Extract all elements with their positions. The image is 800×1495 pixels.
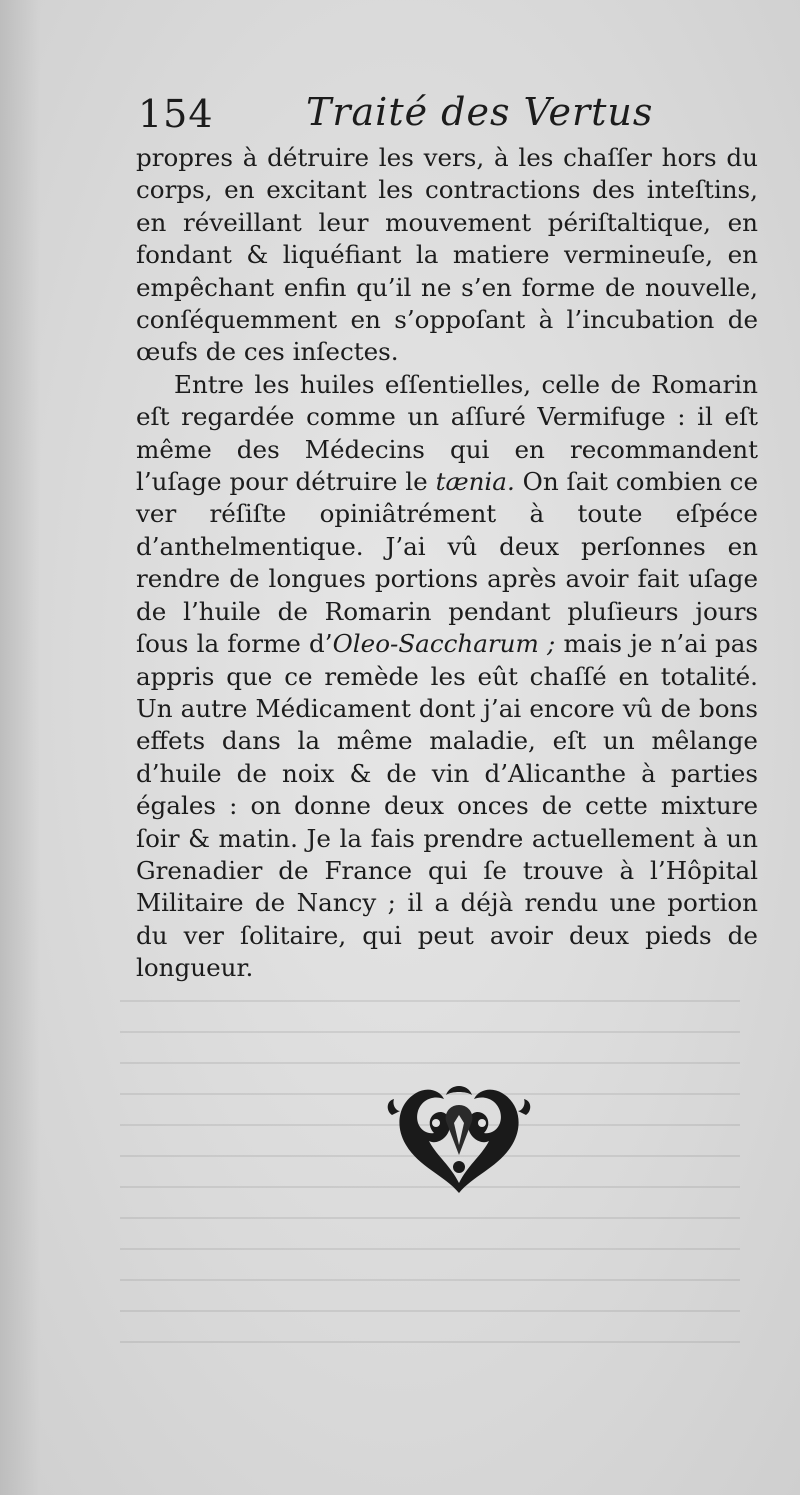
paragraph-2 [136,369,758,985]
paragraph-1: propres à détruire les vers, à les chaſſer hors du corps, en excitant les contractions des inteſtins, en réveillant leur mouvement périſtaltique, en fondant & liquéfiant la matiere vermineuſe, en empêchant enfin qu’il ne s’en forme de nouvelle, conſéquemment en s’oppoſant à l’incubation de œufs de ces inſectes. [136,143,758,367]
page-gutter-shadow [0,0,40,1495]
page-header [138,92,758,142]
paragraph-2-part-1: Entre les huiles eſſentielles, celle de Romarin eſt regardée comme un aſſuré Vermifuge : il eſt même des Médecins qui en recommandent l’uſage pour détruire le [136,369,758,497]
taenia-term: tænia. [435,467,515,497]
oleo-saccharum-term: Oleo-Saccharum ; [332,629,556,659]
body-text [136,142,758,985]
paragraph-2-part-3: mais je n’ai pas appris que ce remède les eût chaſſé en totalité. Un autre Médicament dont j’ai encore vû de bons effets dans la même maladie, eſt un mêlange d’huile de noix & de vin d’Alicanthe à parties égales : on donne deux onces de cette mixture ſoir & matin. Je la fais prendre actuellement à un Grenadier de France qui ſe trouve à l’Hôpital Militaire de Nancy ; il a déjà rendu une portion du ver ſolitaire, qui peut avoir deux pieds de longueur. [136,629,758,983]
paragraph-2-part-2: On ſait combien ce ver réſiſte opiniâtrément à toute eſpéce d’anthelmentique. J’ai vû deux perſonnes en rendre de longues portions après avoir fait uſage de l’huile de Romarin pendant pluſieurs jours ſous la forme d’ [136,467,759,659]
page-number: 154 [138,92,214,136]
running-title: Traité des Vertus [306,90,654,134]
fleuron-ornament-icon [384,1075,534,1200]
